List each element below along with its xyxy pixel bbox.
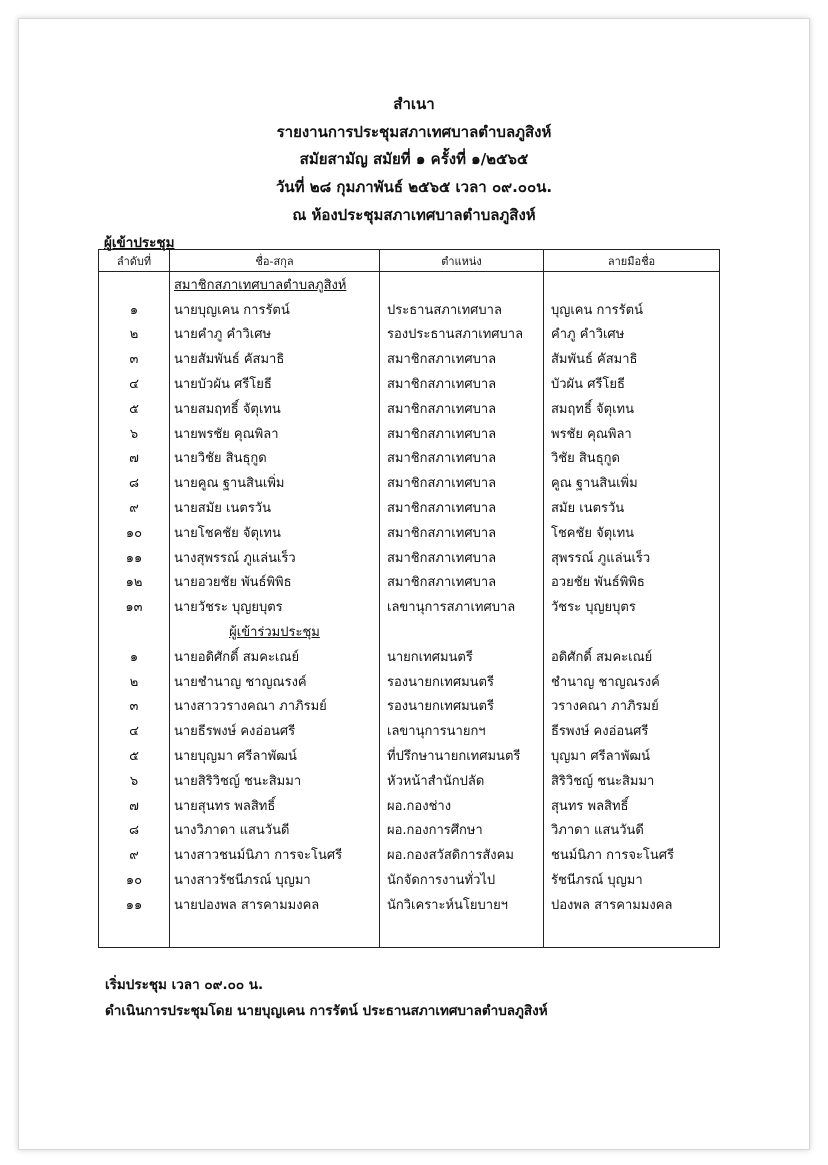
row-position: ที่ปรึกษานายกเทศมนตรี [380, 743, 544, 768]
row-signature: วิชัย สินธุกูด [544, 446, 720, 471]
row-signature: วัชระ บุญยบุตร [544, 594, 720, 619]
section-title-participants: ผู้เข้าร่วมประชุม [229, 625, 320, 641]
row-name: นายชำนาญ ชาญณรงค์ [170, 669, 380, 694]
row-name: นางวิภาดา แสนวันดี [170, 818, 380, 843]
row-name: นายธีรพงษ์ คงอ่อนศรี [170, 718, 380, 743]
row-position: รองนายกเทศมนตรี [380, 669, 544, 694]
document-page [18, 18, 810, 1150]
row-signature: ชนม์นิภา การจะโนศรี [544, 842, 720, 867]
session-line: สมัยสามัญ สมัยที่ ๑ ครั้งที่ ๑/๒๕๖๕ [299, 150, 529, 168]
column-header-signature: ลายมือชื่อ [544, 250, 720, 272]
row-number: ๘ [99, 470, 170, 495]
row-number: ๓ [99, 346, 170, 371]
row-signature: วิภาดา แสนวันดี [544, 818, 720, 843]
row-number: ๖ [99, 768, 170, 793]
row-name: นายพรชัย คุณพิลา [170, 421, 380, 446]
table-row [99, 718, 720, 743]
row-position: สมาชิกสภาเทศบาล [380, 470, 544, 495]
table-row [99, 768, 720, 793]
row-name: นายสิริวิชญ์ ชนะสิมมา [170, 768, 380, 793]
row-number: ๑ [99, 644, 170, 669]
table-row [99, 545, 720, 570]
row-position: สมาชิกสภาเทศบาล [380, 446, 544, 471]
section-row-participants [99, 619, 720, 644]
row-signature: สัมพันธ์ คัสมาธิ [544, 346, 720, 371]
row-name: นายอวยชัย พันธ์พิพิธ [170, 570, 380, 595]
row-signature: สมฤทธิ์ จัตุเทน [544, 396, 720, 421]
table-row [99, 297, 720, 322]
row-number: ๒ [99, 322, 170, 347]
row-signature: บุญเคน การรัตน์ [544, 297, 720, 322]
row-position: ประธานสภาเทศบาล [380, 297, 544, 322]
row-signature: คูณ ฐานสินเพิ่ม [544, 470, 720, 495]
row-signature: บุญมา ศรีลาพัฒน์ [544, 743, 720, 768]
row-position: สมาชิกสภาเทศบาล [380, 520, 544, 545]
row-position: สมาชิกสภาเทศบาล [380, 371, 544, 396]
row-position: ผอ.กองสวัสดิการสังคม [380, 842, 544, 867]
table-row [99, 470, 720, 495]
table-row [99, 520, 720, 545]
meeting-start-time: เริ่มประชุม เวลา ๐๙.๐๐ น. [105, 977, 264, 993]
row-signature: ปองพล สารคามมงคล [544, 892, 720, 917]
row-position: เลขานุการนายกฯ [380, 718, 544, 743]
table-bottom-spacer [99, 917, 720, 948]
row-number: ๑๐ [99, 867, 170, 892]
row-position: ผอ.กองการศึกษา [380, 818, 544, 843]
row-position: รองนายกเทศมนตรี [380, 694, 544, 719]
table-row [99, 446, 720, 471]
table-row [99, 669, 720, 694]
row-name: นายบัวผัน ศรีโยธี [170, 371, 380, 396]
row-position: สมาชิกสภาเทศบาล [380, 421, 544, 446]
row-name: นายอดิศักดิ์ สมคะเณย์ [170, 644, 380, 669]
date-time-line: วันที่ ๒๘ กุมภาพันธ์ ๒๕๖๕ เวลา ๐๙.๐๐น. [275, 178, 553, 196]
row-signature: พรชัย คุณพิลา [544, 421, 720, 446]
row-signature: สุพรรณ์ ภูแล่นเร็ว [544, 545, 720, 570]
document-title: รายงานการประชุมสภาเทศบาลตำบลภูสิงห์ [276, 123, 552, 141]
row-number: ๑๑ [99, 892, 170, 917]
row-name: นายบุญมา ศรีลาพัฒน์ [170, 743, 380, 768]
row-number: ๗ [99, 793, 170, 818]
row-name: นางสุพรรณ์ ภูแล่นเร็ว [170, 545, 380, 570]
row-name: นายวัชระ บุญยบุตร [170, 594, 380, 619]
section-title-members: สมาชิกสภาเทศบาลตำบลภูสิงห์ [174, 277, 347, 293]
row-name: นายปองพล สารคามมงคล [170, 892, 380, 917]
row-name: นายโชคชัย จัตุเทน [170, 520, 380, 545]
row-signature: ธีรพงษ์ คงอ่อนศรี [544, 718, 720, 743]
row-name: นายสมัย เนตรวัน [170, 495, 380, 520]
row-name: นายบุญเคน การรัตน์ [170, 297, 380, 322]
row-name: นายสมฤทธิ์ จัตุเทน [170, 396, 380, 421]
row-number: ๙ [99, 495, 170, 520]
table-row [99, 570, 720, 595]
row-position: สมาชิกสภาเทศบาล [380, 495, 544, 520]
row-number: ๔ [99, 718, 170, 743]
table-row [99, 644, 720, 669]
table-row [99, 743, 720, 768]
row-name: นายวิชัย สินธุกูด [170, 446, 380, 471]
row-position: นักจัดการงานทั่วไป [380, 867, 544, 892]
table-row [99, 867, 720, 892]
row-number: ๓ [99, 694, 170, 719]
table-row [99, 892, 720, 917]
row-position: ผอ.กองช่าง [380, 793, 544, 818]
row-position: สมาชิกสภาเทศบาล [380, 570, 544, 595]
row-signature: รัชนีภรณ์ บุญมา [544, 867, 720, 892]
attendance-table [98, 249, 720, 948]
table-row [99, 495, 720, 520]
row-position: รองประธานสภาเทศบาล [380, 322, 544, 347]
row-name: นางสาวรัชนีภรณ์ บุญมา [170, 867, 380, 892]
table-row [99, 842, 720, 867]
row-number: ๔ [99, 371, 170, 396]
row-position: สมาชิกสภาเทศบาล [380, 346, 544, 371]
table-row [99, 322, 720, 347]
row-signature: อวยชัย พันธ์พิพิธ [544, 570, 720, 595]
row-number: ๑ [99, 297, 170, 322]
row-position: เลขานุการสภาเทศบาล [380, 594, 544, 619]
row-number: ๖ [99, 421, 170, 446]
row-name: นายคำภู คำวิเศษ [170, 322, 380, 347]
row-signature: สิริวิชญ์ ชนะสิมมา [544, 768, 720, 793]
table-row [99, 421, 720, 446]
copy-label: สำเนา [393, 95, 435, 113]
row-number: ๑๑ [99, 545, 170, 570]
row-signature: สุนทร พลสิทธิ์ [544, 793, 720, 818]
row-name: นายคูณ ฐานสินเพิ่ม [170, 470, 380, 495]
table-row [99, 793, 720, 818]
row-signature: อดิศักดิ์ สมคะเณย์ [544, 644, 720, 669]
row-name: นางสาวชนม์นิภา การจะโนศรี [170, 842, 380, 867]
row-number: ๕ [99, 743, 170, 768]
row-number: ๘ [99, 818, 170, 843]
column-header-name: ชื่อ-สกุล [170, 250, 380, 272]
row-number: ๑๒ [99, 570, 170, 595]
attendees-heading: ผู้เข้าประชุม [104, 235, 175, 251]
table-row [99, 694, 720, 719]
section-row-members [99, 272, 720, 297]
row-position: สมาชิกสภาเทศบาล [380, 396, 544, 421]
row-number: ๑๓ [99, 594, 170, 619]
row-number: ๙ [99, 842, 170, 867]
table-row [99, 594, 720, 619]
row-number: ๕ [99, 396, 170, 421]
table-body [99, 272, 720, 948]
row-name: นายสัมพันธ์ คัสมาธิ [170, 346, 380, 371]
column-header-position: ตำแหน่ง [380, 250, 544, 272]
venue-line: ณ ห้องประชุมสภาเทศบาลตำบลภูสิงห์ [292, 206, 536, 224]
row-name: นายสุนทร พลสิทธิ์ [170, 793, 380, 818]
row-signature: ชำนาญ ชาญณรงค์ [544, 669, 720, 694]
row-position: นักวิเคราะห์นโยบายฯ [380, 892, 544, 917]
table-row [99, 346, 720, 371]
column-header-number: ลำดับที่ [99, 250, 170, 272]
row-position: นายกเทศมนตรี [380, 644, 544, 669]
row-name: นางสาววรางคณา ภาภิรมย์ [170, 694, 380, 719]
meeting-chair-line: ดำเนินการประชุมโดย นายบุญเคน การรัตน์ ประธานสภาเทศบาลตำบลภูสิงห์ [105, 1003, 548, 1019]
table-row [99, 818, 720, 843]
row-signature: โชคชัย จัตุเทน [544, 520, 720, 545]
row-number: ๗ [99, 446, 170, 471]
table-row [99, 371, 720, 396]
row-position: สมาชิกสภาเทศบาล [380, 545, 544, 570]
row-number: ๒ [99, 669, 170, 694]
table-row [99, 396, 720, 421]
row-position: หัวหน้าสำนักปลัด [380, 768, 544, 793]
table-header-row [99, 250, 720, 272]
row-signature: บัวผัน ศรีโยธี [544, 371, 720, 396]
row-signature: สมัย เนตรวัน [544, 495, 720, 520]
row-signature: คำภู คำวิเศษ [544, 322, 720, 347]
row-signature: วรางคณา ภาภิรมย์ [544, 694, 720, 719]
row-number: ๑๐ [99, 520, 170, 545]
